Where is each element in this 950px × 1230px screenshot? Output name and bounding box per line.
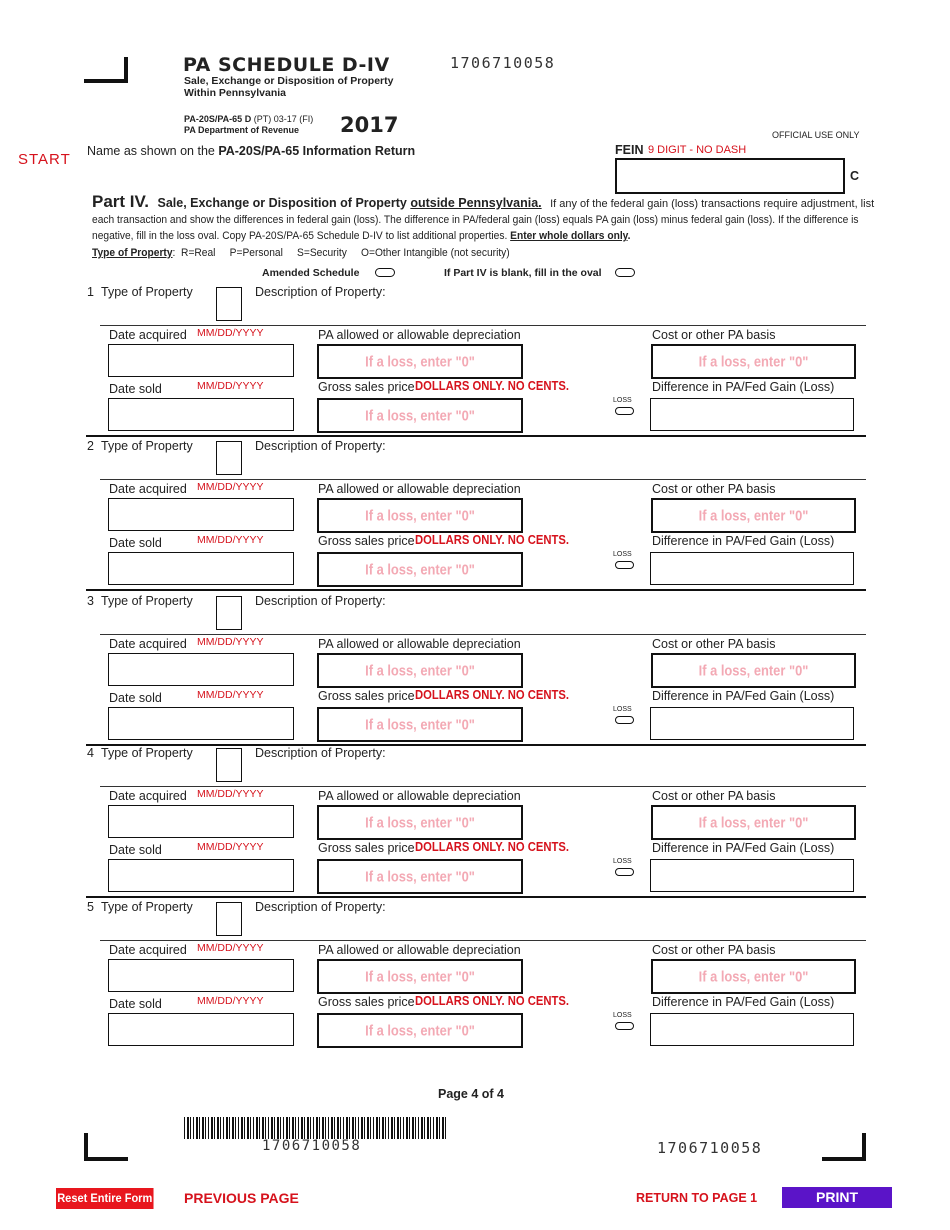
date-acquired-hint: MM/DD/YYYY [197, 327, 264, 339]
page-number: Page 4 of 4 [438, 1087, 504, 1101]
whole-dollars-note: Enter whole dollars only [510, 230, 628, 242]
name-input[interactable] [87, 160, 607, 190]
depreciation-input[interactable] [317, 498, 523, 533]
loss-placeholder: If a loss, enter "0" [365, 1022, 475, 1039]
loss-label: LOSS [613, 551, 632, 558]
property-type-legend-values: : R=Real P=Personal S=Security O=Other Intangible (not security) [172, 247, 510, 259]
description-input[interactable] [255, 761, 865, 781]
depreciation-label: PA allowed or allowable depreciation [318, 482, 521, 496]
type-of-property-input[interactable] [216, 748, 242, 782]
date-sold-input[interactable] [108, 707, 294, 740]
loss-placeholder: If a loss, enter "0" [365, 561, 475, 578]
date-acquired-input[interactable] [108, 959, 294, 992]
gross-sales-label: Gross sales price [318, 841, 415, 855]
entry-number: 5 [87, 900, 94, 914]
type-of-property-label: Type of Property [101, 746, 193, 760]
fein-suffix: C [850, 169, 860, 183]
date-acquired-hint: MM/DD/YYYY [197, 481, 264, 493]
print-button[interactable]: PRINT [782, 1187, 892, 1208]
part-subheading: Sale, Exchange or Disposition of Property [157, 196, 411, 210]
date-acquired-label: Date acquired [109, 482, 187, 496]
property-type-legend-label: Type of Property [92, 247, 173, 259]
cost-basis-label: Cost or other PA basis [652, 482, 776, 496]
form-code-bold: PA-20S/PA-65 D [184, 114, 252, 124]
date-acquired-hint: MM/DD/YYYY [197, 636, 264, 648]
loss-oval[interactable] [615, 868, 634, 876]
previous-page-button[interactable]: PREVIOUS PAGE [184, 1190, 299, 1206]
part-blank-label: If Part IV is blank, fill in the oval [444, 267, 602, 279]
loss-oval[interactable] [615, 716, 634, 724]
entry-number: 4 [87, 746, 94, 760]
loss-placeholder: If a loss, enter "0" [365, 662, 475, 679]
form-subtitle-line: Within Pennsylvania [184, 87, 287, 99]
type-of-property-label: Type of Property [101, 285, 193, 299]
return-to-page-1-button[interactable]: RETURN TO PAGE 1 [636, 1191, 758, 1205]
dollars-only-hint: DOLLARS ONLY. NO CENTS. [415, 994, 569, 1008]
loss-oval[interactable] [615, 561, 634, 569]
cost-basis-label: Cost or other PA basis [652, 943, 776, 957]
depreciation-label: PA allowed or allowable depreciation [318, 328, 521, 342]
entry-bottom-rule [86, 744, 866, 746]
dollars-only-hint: DOLLARS ONLY. NO CENTS. [415, 688, 569, 702]
fein-hint: 9 DIGIT - NO DASH [648, 144, 747, 156]
entry-bottom-rule [86, 435, 866, 437]
entry-bottom-rule [86, 589, 866, 591]
dollars-only-hint: DOLLARS ONLY. NO CENTS. [415, 840, 569, 854]
amended-schedule-label: Amended Schedule [262, 267, 360, 279]
loss-placeholder: If a loss, enter "0" [365, 868, 475, 885]
form-title: PA SCHEDULE D-IV [183, 54, 390, 76]
part-number: Part IV [92, 192, 145, 211]
property-type-legend [92, 247, 510, 259]
loss-placeholder: If a loss, enter "0" [698, 662, 809, 679]
part-blank-oval[interactable] [615, 268, 635, 277]
loss-oval[interactable] [615, 1022, 634, 1030]
name-label-prefix: Name as shown on the [87, 144, 219, 158]
cost-basis-input[interactable] [651, 498, 856, 533]
type-of-property-label: Type of Property [101, 900, 193, 914]
depreciation-label: PA allowed or allowable depreciation [318, 789, 521, 803]
entry-divider [100, 940, 866, 941]
depreciation-input[interactable] [317, 344, 523, 379]
document-number: 1706710058 [450, 54, 556, 72]
date-sold-input[interactable] [108, 552, 294, 585]
description-label: Description of Property: [255, 285, 386, 299]
part-heading [92, 192, 874, 212]
type-of-property-input[interactable] [216, 441, 242, 475]
instructions-line [92, 230, 630, 242]
type-of-property-input[interactable] [216, 596, 242, 630]
loss-placeholder: If a loss, enter "0" [698, 353, 809, 370]
barcode [184, 1117, 448, 1139]
date-sold-label: Date sold [109, 536, 162, 550]
dollars-only-hint: DOLLARS ONLY. NO CENTS. [415, 533, 569, 547]
name-label-bold: PA-20S/PA-65 Information Return [218, 144, 416, 158]
date-acquired-hint: MM/DD/YYYY [197, 942, 264, 954]
official-use-label: OFFICIAL USE ONLY [772, 130, 860, 140]
date-acquired-label: Date acquired [109, 943, 187, 957]
difference-label: Difference in PA/Fed Gain (Loss) [652, 841, 835, 855]
entry-divider [100, 479, 866, 480]
registration-mark-top [124, 57, 128, 83]
loss-placeholder: If a loss, enter "0" [365, 353, 475, 370]
depreciation-label: PA allowed or allowable depreciation [318, 943, 521, 957]
date-sold-label: Date sold [109, 691, 162, 705]
type-of-property-label: Type of Property [101, 594, 193, 608]
date-sold-input[interactable] [108, 398, 294, 431]
difference-input[interactable] [650, 552, 854, 585]
registration-mark-bottom-left [84, 1157, 128, 1161]
amended-schedule-oval[interactable] [375, 268, 395, 277]
difference-input[interactable] [650, 707, 854, 740]
reset-form-button[interactable]: Reset Entire Form [56, 1188, 154, 1209]
gross-sales-label: Gross sales price [318, 689, 415, 703]
difference-input[interactable] [650, 859, 854, 892]
date-acquired-hint: MM/DD/YYYY [197, 788, 264, 800]
registration-mark-top [84, 79, 128, 83]
depreciation-label: PA allowed or allowable depreciation [318, 637, 521, 651]
date-sold-hint: MM/DD/YYYY [197, 995, 264, 1007]
difference-label: Difference in PA/Fed Gain (Loss) [652, 534, 835, 548]
loss-label: LOSS [613, 858, 632, 865]
cost-basis-input[interactable] [651, 653, 856, 688]
type-of-property-input[interactable] [216, 287, 242, 321]
form-subtitle-line: Sale, Exchange or Disposition of Property [184, 75, 394, 87]
cost-basis-input[interactable] [651, 959, 856, 994]
gross-sales-input[interactable] [317, 398, 523, 433]
name-label [87, 144, 415, 158]
part-heading-dot: . [144, 192, 150, 211]
date-acquired-input[interactable] [108, 498, 294, 531]
barcode-number: 1706710058 [262, 1138, 362, 1154]
entry-number: 1 [87, 285, 94, 299]
registration-mark-bottom-right [822, 1157, 866, 1161]
entry-number: 3 [87, 594, 94, 608]
gross-sales-label: Gross sales price [318, 380, 415, 394]
gross-sales-input[interactable] [317, 707, 523, 742]
date-sold-hint: MM/DD/YYYY [197, 841, 264, 853]
part-subheading-location: outside Pennsylvania. [410, 196, 542, 210]
date-acquired-label: Date acquired [109, 637, 187, 651]
depreciation-input[interactable] [317, 805, 523, 840]
cost-basis-label: Cost or other PA basis [652, 637, 776, 651]
date-sold-hint: MM/DD/YYYY [197, 534, 264, 546]
date-acquired-label: Date acquired [109, 789, 187, 803]
date-sold-input[interactable] [108, 1013, 294, 1046]
entry-number: 2 [87, 439, 94, 453]
date-sold-hint: MM/DD/YYYY [197, 380, 264, 392]
gross-sales-input[interactable] [317, 859, 523, 894]
entry-bottom-rule [86, 896, 866, 898]
date-acquired-input[interactable] [108, 344, 294, 377]
description-input[interactable] [255, 609, 865, 629]
gross-sales-input[interactable] [317, 1013, 523, 1048]
dollars-only-hint: DOLLARS ONLY. NO CENTS. [415, 379, 569, 393]
loss-placeholder: If a loss, enter "0" [365, 507, 475, 524]
cost-basis-input[interactable] [651, 344, 856, 379]
loss-placeholder: If a loss, enter "0" [365, 407, 475, 424]
difference-label: Difference in PA/Fed Gain (Loss) [652, 380, 835, 394]
difference-input[interactable] [650, 398, 854, 431]
date-sold-input[interactable] [108, 859, 294, 892]
description-label: Description of Property: [255, 746, 386, 760]
type-of-property-input[interactable] [216, 902, 242, 936]
loss-placeholder: If a loss, enter "0" [698, 968, 809, 985]
date-sold-label: Date sold [109, 843, 162, 857]
entry-divider [100, 634, 866, 635]
instructions-line: If any of the federal gain (loss) transactions require adjustment, list [550, 198, 875, 210]
form-code-rest: (PT) 03-17 (FI) [253, 114, 314, 124]
difference-label: Difference in PA/Fed Gain (Loss) [652, 995, 835, 1009]
depreciation-input[interactable] [317, 653, 523, 688]
entry-divider [100, 325, 866, 326]
description-input[interactable] [255, 454, 865, 474]
tax-year: 2017 [340, 113, 399, 137]
cost-basis-label: Cost or other PA basis [652, 328, 776, 342]
loss-placeholder: If a loss, enter "0" [698, 507, 809, 524]
date-sold-label: Date sold [109, 382, 162, 396]
fein-label: FEIN [615, 143, 644, 157]
loss-label: LOSS [613, 397, 632, 404]
date-acquired-label: Date acquired [109, 328, 187, 342]
loss-oval[interactable] [615, 407, 634, 415]
date-acquired-input[interactable] [108, 653, 294, 686]
instructions-text: negative, fill in the loss oval. Copy PA-20S/PA-65 Schedule D-IV to list additional properties. [92, 230, 511, 242]
description-label: Description of Property: [255, 439, 386, 453]
type-of-property-label: Type of Property [101, 439, 193, 453]
entry-divider [100, 786, 866, 787]
loss-placeholder: If a loss, enter "0" [365, 968, 475, 985]
date-sold-hint: MM/DD/YYYY [197, 689, 264, 701]
loss-placeholder: If a loss, enter "0" [698, 814, 809, 831]
loss-label: LOSS [613, 1012, 632, 1019]
description-input[interactable] [255, 300, 865, 320]
date-acquired-input[interactable] [108, 805, 294, 838]
instructions-line: each transaction and show the differences in federal gain (loss). The difference in PA/federal gain (loss) equals PA gain (loss) minus federal gain (loss). If the difference is [92, 214, 859, 226]
loss-placeholder: If a loss, enter "0" [365, 716, 475, 733]
form-code [184, 114, 313, 124]
description-label: Description of Property: [255, 900, 386, 914]
date-sold-label: Date sold [109, 997, 162, 1011]
depreciation-input[interactable] [317, 959, 523, 994]
fein-input[interactable] [615, 158, 845, 194]
difference-label: Difference in PA/Fed Gain (Loss) [652, 689, 835, 703]
gross-sales-label: Gross sales price [318, 995, 415, 1009]
footer-document-number: 1706710058 [657, 1139, 763, 1157]
department-name: PA Department of Revenue [184, 125, 300, 135]
loss-label: LOSS [613, 706, 632, 713]
gross-sales-label: Gross sales price [318, 534, 415, 548]
loss-placeholder: If a loss, enter "0" [365, 814, 475, 831]
gross-sales-input[interactable] [317, 552, 523, 587]
form-subtitle [184, 75, 393, 99]
difference-input[interactable] [650, 1013, 854, 1046]
description-label: Description of Property: [255, 594, 386, 608]
cost-basis-input[interactable] [651, 805, 856, 840]
start-label: START [18, 151, 71, 168]
whole-dollars-period: . [627, 230, 631, 242]
description-input[interactable] [255, 915, 865, 935]
cost-basis-label: Cost or other PA basis [652, 789, 776, 803]
